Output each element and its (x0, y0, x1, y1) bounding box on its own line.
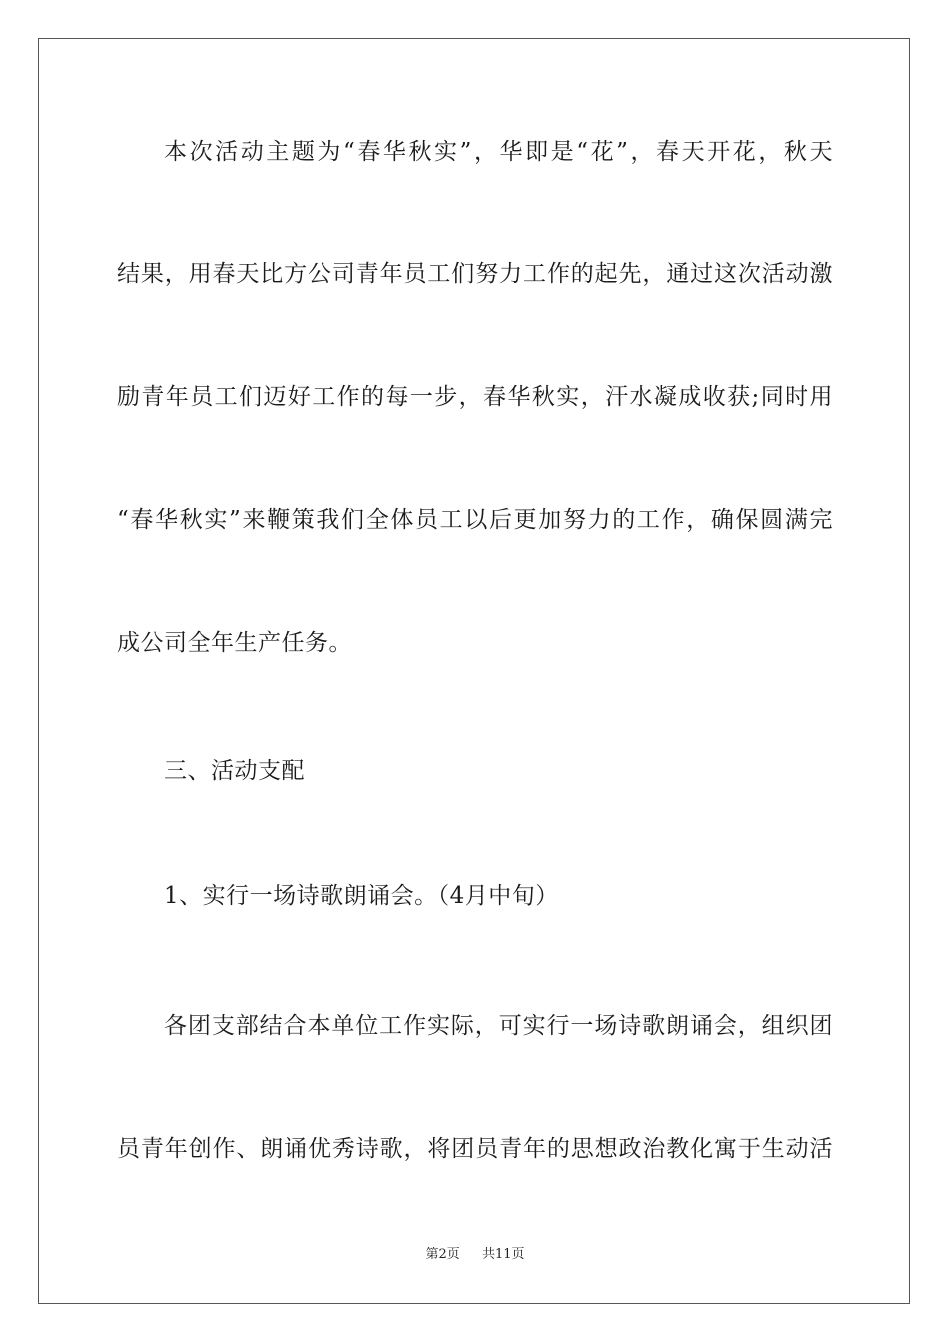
page-total: 共11页 (482, 1247, 525, 1262)
paragraph-line: 本次活动主题为“春华秋实”，华即是“花”，春天开花，秋天 (164, 139, 833, 165)
paragraph-line: 励青年员工们迈好工作的每一步，春华秋实，汗水凝成收获;同时用 (117, 384, 833, 410)
paragraph-line: 结果，用春天比方公司青年员工们努力工作的起先，通过这次活动激 (117, 261, 833, 287)
page-number: 第2页 (425, 1247, 460, 1262)
paragraph-line: 成公司全年生产任务。 (117, 630, 352, 656)
paragraph-line: 各团支部结合本单位工作实际，可实行一场诗歌朗诵会，组织团 (164, 1013, 833, 1039)
paragraph-line: “春华秋实”来鞭策我们全体员工以后更加努力的工作，确保圆满完 (117, 507, 833, 533)
paragraph-line: 员青年创作、朗诵优秀诗歌，将团员青年的思想政治教化寓于生动活 (117, 1136, 833, 1162)
page-border (38, 38, 910, 1304)
section-heading: 三、活动支配 (164, 758, 305, 784)
list-item-heading: 1、实行一场诗歌朗诵会。（4月中旬） (164, 883, 559, 909)
page-footer (0, 1246, 950, 1264)
